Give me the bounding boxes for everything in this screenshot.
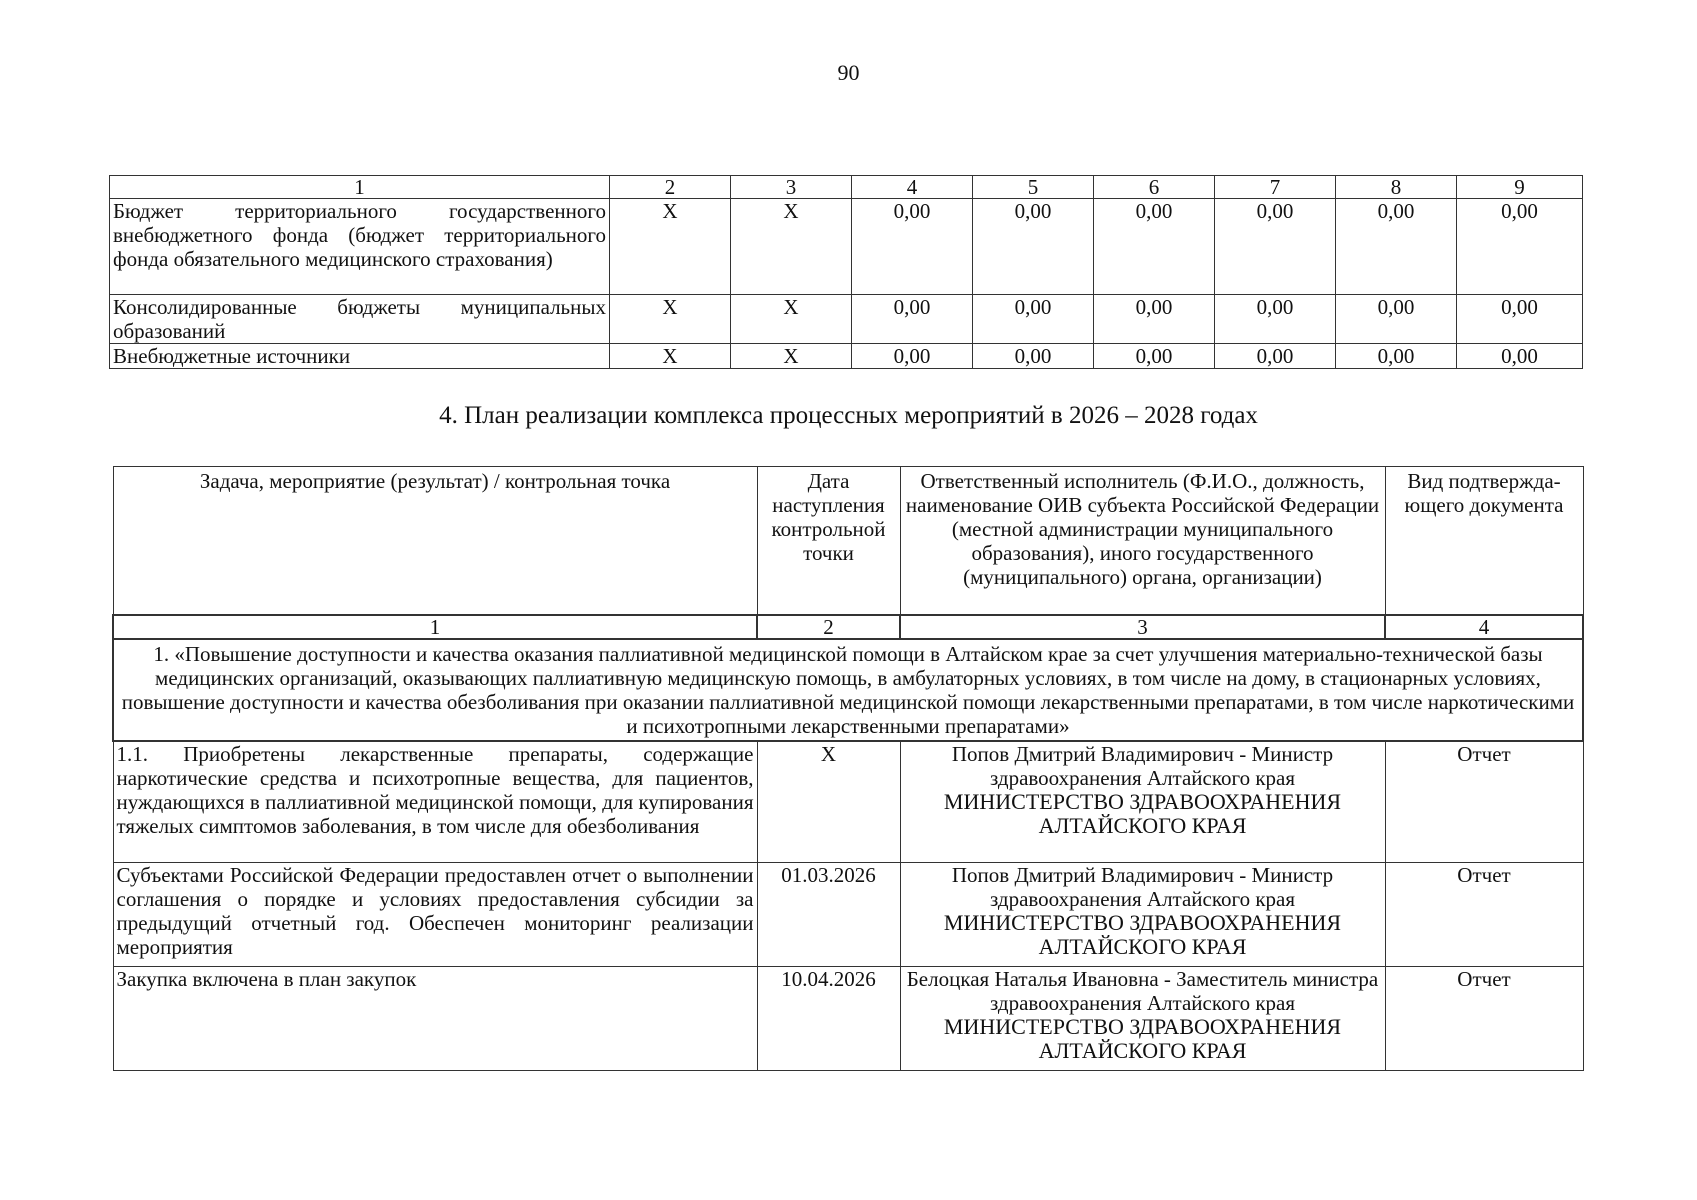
funding-value: 0,00 — [1336, 199, 1457, 295]
funding-value: 0,00 — [973, 295, 1094, 344]
funding-value: 0,00 — [1215, 344, 1336, 369]
table-row — [110, 295, 1583, 344]
column-number: 2 — [757, 615, 900, 639]
column-number: 6 — [1094, 176, 1215, 199]
document-type: Отчет — [1385, 863, 1583, 967]
responsible-cell — [900, 967, 1385, 1071]
column-number: 4 — [1385, 615, 1583, 639]
funding-source: Внебюджетные источники — [110, 344, 610, 369]
funding-value: 0,00 — [1094, 295, 1215, 344]
column-number: 3 — [731, 176, 852, 199]
header-task: Задача, мероприятие (результат) / контрольная точка — [113, 467, 757, 615]
funding-value: X — [731, 295, 852, 344]
responsible-cell — [900, 741, 1385, 863]
task-text: 1.1. Приобретены лекарственные препараты, содержащие наркотические средства и психотропные вещества, для пациентов, нуждающихся в паллиативной медицинской помощи, для купирования тяжелых симптомов заболевания, в том числе для обезболивания — [113, 741, 757, 863]
task-group-title: 1. «Повышение доступности и качества оказания паллиативной медицинской помощи в Алтайском крае за счет улучшения материально-технической базы медицинских организаций, оказывающих паллиативную медицинскую помощь, в амбулаторных условиях, в том числе на дому, в стационарных условиях, повышение доступности и качества обезболивания при оказании паллиативной медицинской помощи лекарственными препаратами, в том числе наркотическими и психотропными лекарственными препаратами» — [113, 639, 1583, 741]
task-text: Субъектами Российской Федерации предоставлен отчет о выполнении соглашения о порядке и условиях предоставления субсидии за предыдущий отчетный год. Обеспечен мониторинг реализации мероприятия — [113, 863, 757, 967]
column-number: 9 — [1457, 176, 1583, 199]
plan-column-numbers-row — [113, 615, 1583, 639]
responsible-person: Попов Дмитрий Владимирович - Министр здравоохранения Алтайского края — [951, 863, 1334, 911]
column-number: 8 — [1336, 176, 1457, 199]
funding-value: 0,00 — [1215, 295, 1336, 344]
responsible-cell — [900, 863, 1385, 967]
table-row — [113, 967, 1583, 1071]
funding-source: Консолидированные бюджеты муниципальных образований — [110, 295, 610, 344]
funding-value: X — [731, 199, 852, 295]
table-row — [110, 199, 1583, 295]
funding-value: X — [610, 295, 731, 344]
funding-value: 0,00 — [1457, 199, 1583, 295]
column-number: 7 — [1215, 176, 1336, 199]
funding-value: X — [731, 344, 852, 369]
funding-value: 0,00 — [852, 199, 973, 295]
column-number: 3 — [900, 615, 1385, 639]
funding-value: 0,00 — [1336, 295, 1457, 344]
document-type: Отчет — [1385, 967, 1583, 1071]
funding-column-numbers-row — [110, 176, 1583, 199]
document-type: Отчет — [1385, 741, 1583, 863]
responsible-organization: МИНИСТЕРСТВО ЗДРАВООХРАНЕНИЯ АЛТАЙСКОГО КРАЯ — [943, 1014, 1342, 1063]
responsible-organization: МИНИСТЕРСТВО ЗДРАВООХРАНЕНИЯ АЛТАЙСКОГО КРАЯ — [943, 910, 1342, 959]
column-number: 2 — [610, 176, 731, 199]
column-number: 4 — [852, 176, 973, 199]
page-number: 90 — [837, 60, 860, 85]
responsible-organization: МИНИСТЕРСТВО ЗДРАВООХРАНЕНИЯ АЛТАЙСКОГО КРАЯ — [943, 788, 1342, 838]
column-number: 5 — [973, 176, 1094, 199]
table-row — [110, 344, 1583, 369]
checkpoint-date: X — [757, 741, 900, 863]
task-group-row — [113, 639, 1583, 741]
funding-value: 0,00 — [852, 344, 973, 369]
checkpoint-date: 10.04.2026 — [757, 967, 900, 1071]
funding-value: X — [610, 199, 731, 295]
funding-value: 0,00 — [973, 199, 1094, 295]
header-date: Дата наступления контрольной точки — [757, 467, 900, 615]
funding-value: 0,00 — [1215, 199, 1336, 295]
plan-table — [112, 466, 1584, 1071]
funding-value: X — [610, 344, 731, 369]
checkpoint-date: 01.03.2026 — [757, 863, 900, 967]
column-number: 1 — [113, 615, 757, 639]
responsible-person: Попов Дмитрий Владимирович - Министр здравоохранения Алтайского края — [951, 741, 1334, 790]
funding-source: Бюджет территориального государственного внебюджетного фонда (бюджет территориального фонда обязательного медицинского страхования) — [110, 199, 610, 295]
responsible-person: Белоцкая Наталья Ивановна - Заместитель министра здравоохранения Алтайского края — [906, 967, 1379, 1015]
section-title: 4. План реализации комплекса процессных мероприятий в 2026 – 2028 годах — [439, 402, 1258, 429]
funding-value: 0,00 — [1457, 295, 1583, 344]
column-number: 1 — [110, 176, 610, 199]
funding-table — [109, 175, 1583, 369]
task-text: Закупка включена в план закупок — [113, 967, 757, 1071]
funding-value: 0,00 — [852, 295, 973, 344]
funding-value: 0,00 — [1457, 344, 1583, 369]
funding-value: 0,00 — [1094, 199, 1215, 295]
funding-value: 0,00 — [1336, 344, 1457, 369]
table-row — [113, 863, 1583, 967]
funding-value: 0,00 — [973, 344, 1094, 369]
funding-value: 0,00 — [1094, 344, 1215, 369]
header-document: Вид подтверждающего документа — [1385, 467, 1583, 615]
header-responsible: Ответственный исполнитель (Ф.И.О., должность, наименование ОИВ субъекта Российской Федерации (местной администрации муниципального образования), иного государственного (муниципального) органа, организации) — [900, 467, 1385, 615]
plan-header-row — [113, 467, 1583, 615]
table-row — [113, 741, 1583, 863]
